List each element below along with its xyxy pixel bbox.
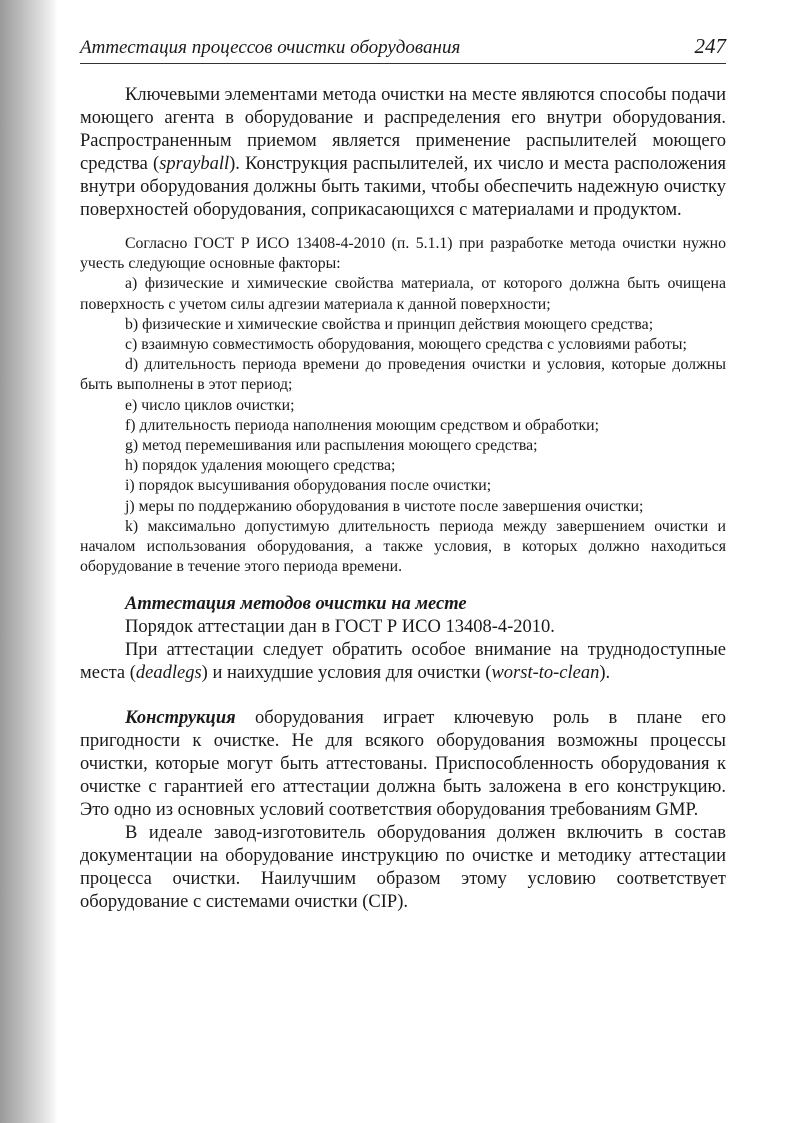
factor-item-d: d) длительность периода времени до проведения очистки и условия, которые должны быть выполнены в этот период; — [80, 356, 726, 394]
factor-item-e: e) число циклов очистки; — [125, 396, 295, 414]
factor-item-k: k) максимально допустимую длительность периода между завершением очистки и началом использования оборудования, а также условия, в которых должно находиться оборудование в течение этого периода времени. — [80, 517, 726, 576]
standard-excerpt — [80, 234, 726, 577]
page-number: 247 — [694, 34, 726, 58]
factor-item-i: i) порядок высушивания оборудования после очистки; — [125, 477, 492, 495]
term-deadlegs: deadlegs — [135, 663, 202, 684]
paragraph-cip-elements — [80, 84, 726, 222]
running-title: Аттестация процессов очистки оборудования — [80, 37, 461, 58]
text-run: При аттестации следует обратить особое внимание на труднодоступные места ( — [80, 640, 726, 684]
text-run: оборудования играет ключевую роль в плане его пригодности к очистке. Не для всякого оборудования возможны процессы очистки, которые могут быть аттестованы. Приспособленность оборудования к очистке с гарантией его аттестации должна быть заложена в его конструкцию. Это одно из основных условий соответствия оборудования требованиям GMP. — [80, 708, 726, 821]
factor-item-h: h) порядок удаления моющего средства; — [125, 457, 396, 475]
paragraph-manufacturer: В идеале завод-изготовитель оборудования должен включить в состав документации на оборудование инструкцию по очистке и методику аттестации процесса очистки. Наилучшим образом этому условию соответствует оборудование с системами очистки (CIP). — [80, 823, 726, 913]
section-text — [80, 616, 726, 914]
factor-item-a: a) физические и химические свойства материала, от которого должна быть очищена поверхность с учетом силы адгезии материала к данной поверхности; — [80, 275, 726, 313]
text-run: ). — [599, 663, 611, 684]
term-worst-to-clean: worst-to-clean — [491, 663, 600, 684]
factor-item-b: b) физические и химические свойства и принцип действия моющего средства; — [125, 315, 654, 333]
running-header — [80, 34, 726, 64]
paragraph-deadlegs — [80, 639, 726, 685]
factor-item-g: g) метод перемешивания или распыления моющего средства; — [125, 437, 538, 455]
section-heading: Аттестация методов очистки на месте — [125, 594, 467, 615]
text-run: ). Конструкция распылителей, их число и места расположения внутри оборудования должны быть такими, чтобы обеспечить надежную очистку поверхностей оборудования, соприкасающихся с материалами и продуктом. — [80, 154, 726, 220]
paragraph-standard-reference: Порядок аттестации дан в ГОСТ Р ИСО 13408-4-2010. — [125, 617, 555, 638]
text-run: Ключевыми элементами метода очистки на месте являются способы подачи моющего агента в оборудование и распределения его внутри оборудования. Распространенным приемом является применение распылителей моющего средства ( — [80, 85, 726, 174]
factor-item-j: j) меры по поддержанию оборудования в чистоте после завершения очистки; — [125, 497, 644, 515]
book-page — [80, 34, 726, 914]
paragraph-gap — [80, 685, 726, 707]
factor-item-c: c) взаимную совместимость оборудования, моющего средства с условиями работы; — [125, 336, 687, 354]
paragraph-construction — [80, 707, 726, 822]
term-sprayball: sprayball — [159, 154, 230, 174]
main-text — [80, 84, 726, 222]
text-run: ) и наихудшие условия для очистки ( — [201, 663, 492, 684]
standard-intro: Согласно ГОСТ Р ИСО 13408-4-2010 (п. 5.1.1) при разработке метода очистки нужно учесть следующие основные факторы: — [80, 235, 726, 273]
page-gutter-shadow — [0, 0, 58, 1123]
factor-item-f: f) длительность периода наполнения моющим средством и обработки; — [125, 416, 600, 434]
term-construction: Конструкция — [125, 708, 236, 729]
